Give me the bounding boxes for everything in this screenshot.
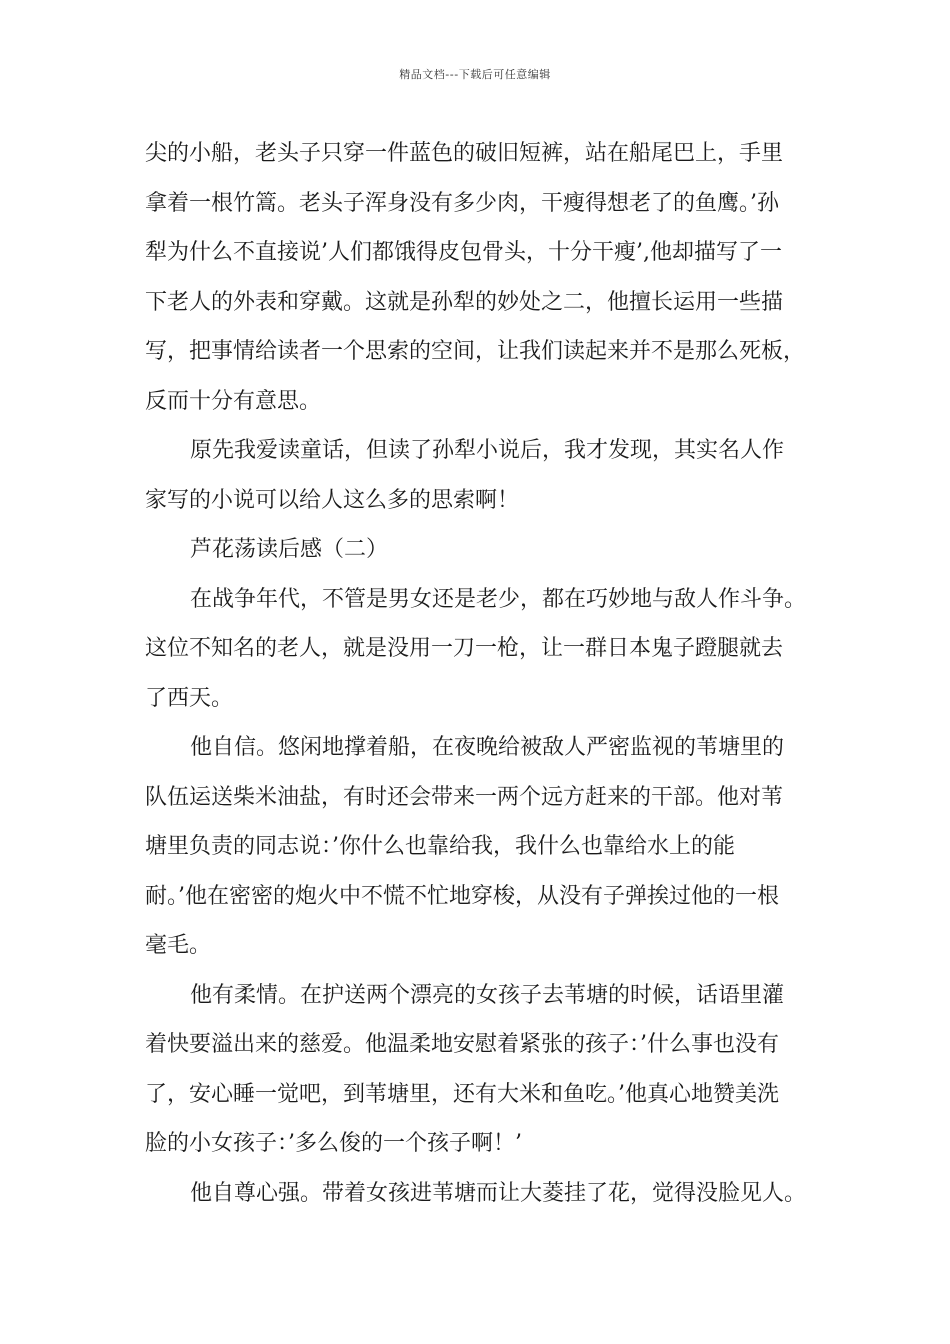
text-line-15: 塘里负责的同志说：’你什么也靠给我，我什么也靠给水上的能 <box>145 834 735 859</box>
text-line-5: 写，把事情给读者一个思索的空间，让我们读起来并不是那么死板， <box>145 339 806 364</box>
document-body <box>145 129 830 1218</box>
text-line-18: 他有柔情。在护送两个漂亮的女孩子去苇塘的时候，话语里灌 <box>190 982 785 1008</box>
text-line-10: 在战争年代，不管是男女还是老少，都在巧妙地与敌人作斗争。 <box>190 586 807 612</box>
text-line-8: 家写的小说可以给人这么多的思索啊！ <box>145 487 520 513</box>
text-line-21: 脸的小女孩子：’多么俊的一个孩子啊！’ <box>145 1131 522 1156</box>
section-title: 芦花荡读后感（二） <box>190 537 389 562</box>
text-line-16: 耐。’他在密密的炮火中不慌不忙地穿梭，从没有子弹挨过他的一根 <box>145 883 779 909</box>
text-line-12: 了西天。 <box>145 685 234 711</box>
text-line-11: 这位不知名的老人，就是没用一刀一枪，让一群日本鬼子蹬腿就去 <box>145 636 784 661</box>
text-line-22: 他自尊心强。带着女孩进苇塘而让大菱挂了花，觉得没脸见人。 <box>190 1180 807 1206</box>
text-line-13: 他自信。悠闲地撑着船，在夜晚给被敌人严密监视的苇塘里的 <box>190 735 785 760</box>
page-header: 精品文档---下载后可任意编辑 <box>399 68 551 81</box>
text-line-14: 队伍运送柴米油盐，有时还会带来一两个远方赶来的干部。他对苇 <box>145 784 784 810</box>
text-line-3: 犁为什么不直接说’人们都饿得皮包骨头，十分干瘦’,他却描写了一 <box>145 240 782 265</box>
text-line-4: 下老人的外表和穿戴。这就是孙犁的妙处之二，他擅长运用一些描 <box>145 289 784 315</box>
text-line-7: 原先我爱读童话，但读了孙犁小说后，我才发现，其实名人作 <box>190 438 785 463</box>
text-line-2: 拿着一根竹篙。老头子浑身没有多少肉，干瘦得想老了的鱼鹰。’孙 <box>145 190 779 216</box>
text-line-1: 尖的小船，老头子只穿一件蓝色的破旧短裤，站在船尾巴上，手里 <box>145 141 784 166</box>
text-line-6: 反而十分有意思。 <box>145 388 322 414</box>
text-line-20: 了，安心睡一觉吧，到苇塘里，还有大米和鱼吃。’他真心地赞美洗 <box>145 1081 779 1107</box>
text-line-19: 着快要溢出来的慈爱。他温柔地安慰着紧张的孩子：’什么事也没有 <box>145 1032 779 1057</box>
text-line-17: 毫毛。 <box>145 933 212 958</box>
